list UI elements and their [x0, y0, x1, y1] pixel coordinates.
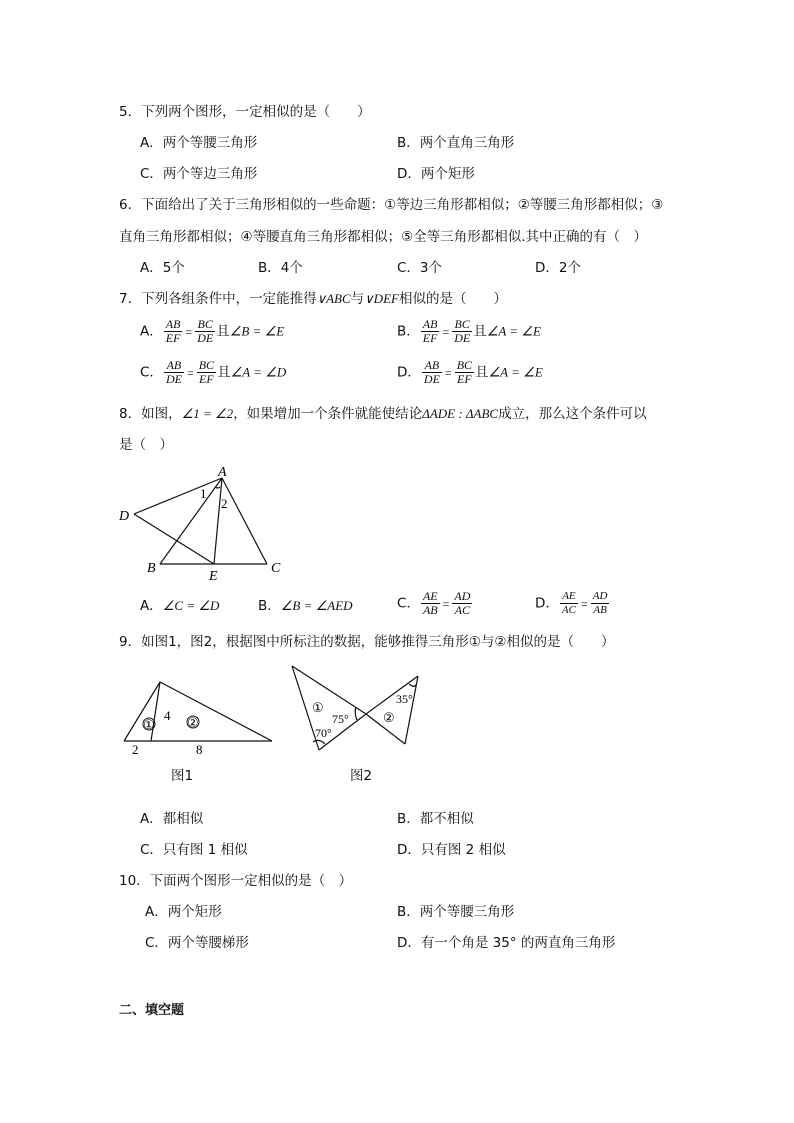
fraction: $\frac{AE}{AB}$: [422, 589, 438, 617]
q5-option-a: A．两个等腰三角形: [140, 135, 258, 151]
q8-stem-line2: 是（ ）: [119, 437, 173, 453]
q5-option-c: C．两个等边三角形: [140, 166, 258, 182]
q9-stem: 9．如图1，图2，根据图中所标注的数据，能够推得三角形①与②相似的是（ ）: [119, 634, 615, 650]
fraction: $\frac{BC}{EF}$: [456, 358, 473, 386]
fraction: $\frac{AD}{AC}$: [454, 589, 471, 617]
q9-option-c: C．只有图 1 相似: [140, 842, 248, 858]
q6-stem-line1: 6．下面给出了关于三角形相似的一些命题：①等边三角形都相似；②等腰三角形都相似；③: [119, 197, 664, 213]
q7-stem: 7．下列各组条件中，一定能推得∨ABC与∨DEF相似的是（ ）: [119, 291, 507, 307]
point-d-label: D: [119, 509, 130, 524]
angle-2-label: 2: [221, 496, 228, 511]
section-heading: 二、填空题: [119, 1003, 185, 1018]
fraction: $\frac{AB}{EF}$: [422, 317, 438, 345]
q10-option-d: D．有一个角是 35° 的两直角三角形: [397, 935, 616, 951]
fraction: $\frac{AB}{DE}$: [423, 358, 440, 386]
q5-stem: 5．下列两个图形，一定相似的是（ ）: [119, 104, 371, 120]
q9-option-a: A．都相似: [140, 811, 204, 827]
q8-option-d: D． $\frac{AE}{AC}$ = $\frac{AD}{AB}$: [535, 590, 608, 616]
q7-option-c: C． $\frac{AB}{DE}$ = $\frac{BC}{EF}$ 且∠A = ∠D: [140, 358, 287, 386]
q8-option-a: A．∠C = ∠D: [140, 598, 220, 614]
q10-option-c: C．两个等腰梯形: [145, 935, 249, 951]
triangle-1-label: ①: [143, 717, 155, 732]
figure-1-caption: 图1: [171, 768, 194, 784]
fraction: $\frac{AE}{AC}$: [561, 590, 576, 616]
q9-figure-2: [286, 662, 426, 754]
angle-75-label: 75°: [332, 712, 349, 726]
q9-option-b: B．都不相似: [397, 811, 474, 827]
q6-stem-line2: 直角三角形都相似；④等腰直角三角形都相似；⑤全等三角形都相似.其中正确的有（ ）: [119, 229, 647, 245]
length-2-label: 2: [132, 742, 139, 756]
q8-option-b: B．∠B = ∠AED: [258, 598, 353, 614]
fraction: $\frac{BC}{DE}$: [454, 317, 471, 345]
q5-option-d: D．两个矩形: [397, 166, 475, 182]
point-a-label: A: [218, 465, 227, 480]
q9-figure-1: [118, 676, 280, 756]
point-c-label: C: [271, 561, 281, 576]
q10-option-a: A．两个矩形: [145, 904, 222, 920]
length-8-label: 8: [196, 742, 203, 756]
q8-stem-line1: 8．如图，∠1 = ∠2，如果增加一个条件就能使结论ΔADE : ΔABC成立，那么这个条件可以: [119, 406, 647, 422]
q8-option-c: C． $\frac{AE}{AB}$ = $\frac{AD}{AC}$: [397, 589, 471, 617]
q7-option-d: D． $\frac{AB}{DE}$ = $\frac{BC}{EF}$ 且∠A = ∠E: [397, 358, 543, 386]
q6-option-c: C．3个: [397, 260, 443, 276]
point-b-label: B: [147, 561, 156, 576]
angle-35-label: 35°: [396, 692, 413, 706]
fraction: $\frac{AB}{EF}$: [165, 317, 181, 345]
q6-option-d: D．2个: [535, 260, 581, 276]
q10-stem: 10．下面两个图形一定相似的是（ ）: [119, 873, 353, 889]
q7-option-a: A． $\frac{AB}{EF}$ = $\frac{BC}{DE}$ 且∠B = ∠E: [140, 317, 285, 345]
q8-figure: [114, 460, 294, 585]
height-label: 4: [164, 708, 171, 723]
figure-2-caption: 图2: [350, 768, 373, 784]
fraction: $\frac{BC}{DE}$: [197, 317, 214, 345]
fraction: $\frac{BC}{EF}$: [198, 358, 215, 386]
q6-option-b: B．4个: [258, 260, 303, 276]
triangle-2-label: ②: [187, 715, 199, 730]
fraction: $\frac{AD}{AB}$: [592, 590, 608, 616]
q7-triangle-def: ∨DEF: [364, 291, 399, 306]
angle-70-label: 70°: [315, 726, 332, 740]
q9-option-d: D．只有图 2 相似: [397, 842, 506, 858]
point-e-label: E: [209, 569, 218, 584]
angle-1-label: 1: [200, 486, 207, 501]
triangle-1-label: ①: [312, 700, 324, 715]
q6-option-a: A．5个: [140, 260, 185, 276]
triangle-2-label: ②: [383, 710, 395, 725]
fraction: $\frac{AB}{DE}$: [165, 358, 182, 386]
q7-triangle-abc: ∨ABC: [316, 291, 351, 306]
q7-option-b: B． $\frac{AB}{EF}$ = $\frac{BC}{DE}$ 且∠A = ∠E: [397, 317, 541, 345]
q5-option-b: B．两个直角三角形: [397, 135, 515, 151]
q10-option-b: B．两个等腰三角形: [397, 904, 515, 920]
